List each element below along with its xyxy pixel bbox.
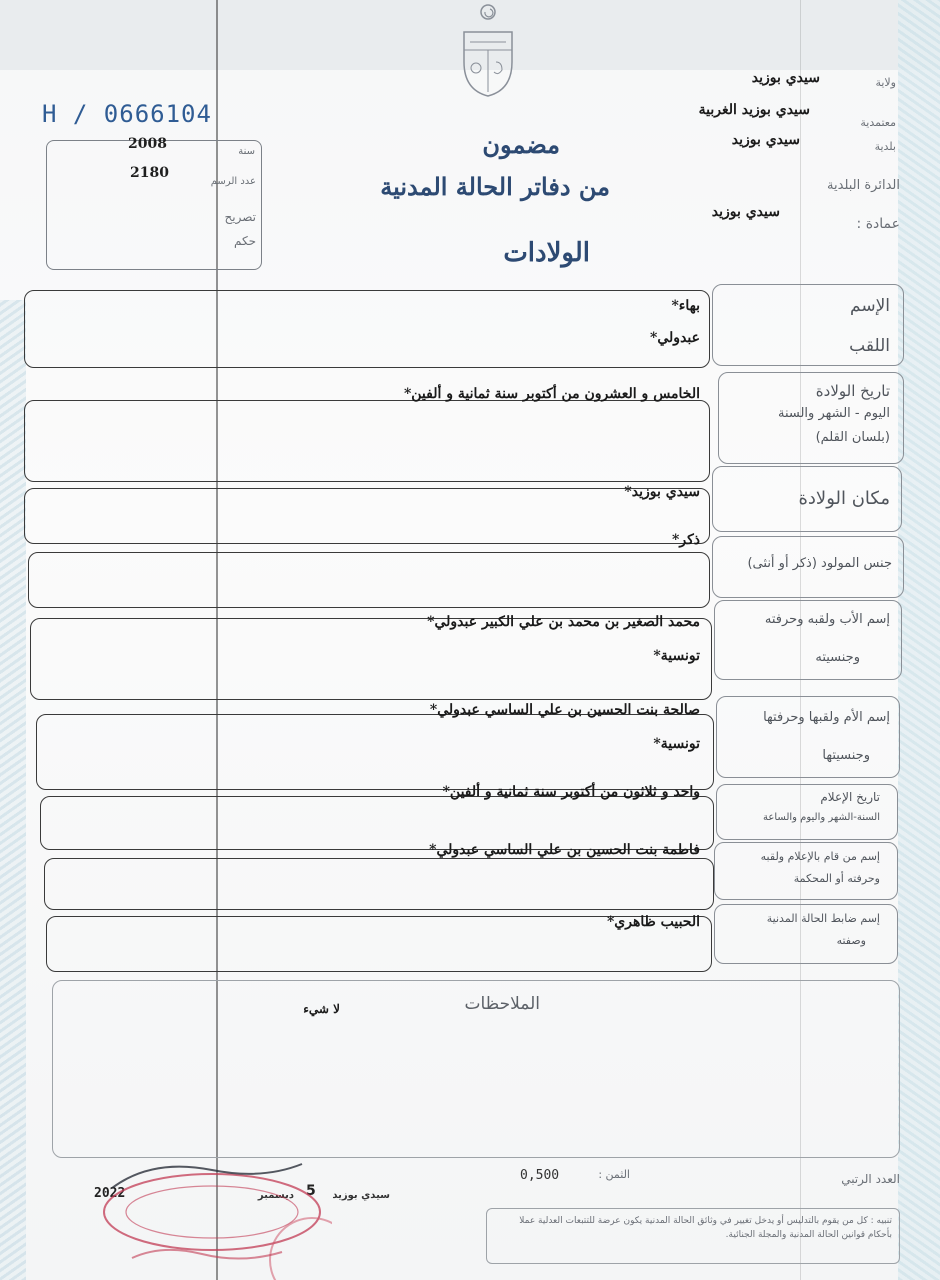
- legal-notice-text: تنبيه : كل من يقوم بالتدليس أو يدخل تغيير في وثائق الحالة المدنية يكون عرضة للتتبعات العدلية عملا بأحكام قوانين الحالة المدنية والمجلة الجنائية.: [519, 1216, 892, 1240]
- serial-number-label: العدد الرتبي: [841, 1172, 900, 1186]
- official-stamp-icon: [92, 1160, 332, 1280]
- delegation-label: معتمدية: [860, 116, 896, 129]
- father-nationality-value: تونسية*: [653, 648, 700, 664]
- officer-sub-label: وصفته: [836, 934, 866, 947]
- birth-date-note-label: (بلسان القلم): [815, 430, 890, 445]
- birth-date-sub-label: اليوم - الشهر والسنة: [777, 406, 890, 421]
- registry-info-box: [46, 140, 262, 270]
- surname-label: اللقب: [849, 336, 890, 356]
- declarant-sub-label: وحرفته أو المحكمة: [793, 872, 880, 885]
- year-label: سنة: [238, 146, 255, 157]
- declarant-label: إسم من قام بالإعلام ولقبه: [760, 850, 880, 863]
- father-value: محمد الصغير بن محمد بن علي الكبير عبدولي*: [427, 614, 700, 630]
- officer-value: الحبيب ظاهري*: [606, 914, 700, 930]
- issue-year: 2022: [94, 1186, 126, 1201]
- issue-day: 5: [306, 1183, 316, 1199]
- declarant-value: فاطمة بنت الحسين بن علي الساسي عبدولي*: [429, 842, 700, 858]
- declarant-value-box: [44, 858, 714, 910]
- security-pattern-edge: [898, 0, 940, 1280]
- sex-value: ذكر*: [672, 532, 700, 548]
- serial-number: H / 0666104: [42, 100, 212, 128]
- sex-value-box: [28, 552, 710, 608]
- delegation-value: سيدي بوزيد الغربية: [698, 102, 810, 118]
- surname-value: عبدولي*: [650, 330, 700, 346]
- title-line-1: مضمون: [482, 130, 560, 159]
- mother-value-box: [36, 714, 714, 790]
- registry-number: 2180: [130, 165, 169, 181]
- tunisia-coat-of-arms-icon: [456, 2, 520, 102]
- security-pattern-edge-left: [0, 300, 26, 1280]
- birth-date-value-box: [24, 400, 710, 482]
- birth-place-value: سيدي بوزيد*: [624, 484, 700, 500]
- mother-nationality-label: وجنسيتها: [822, 748, 870, 763]
- birth-place-label: مكان الولادة: [798, 488, 890, 509]
- birth-date-label: تاريخ الولادة: [815, 382, 890, 400]
- title-line-3: الولادات: [503, 238, 590, 268]
- father-nationality-label: وجنسيته: [815, 650, 860, 665]
- officer-label: إسم ضابط الحالة المدنية: [766, 912, 880, 925]
- issue-place: سيدي بوزيد: [332, 1190, 390, 1201]
- wilaya-label: ولاية: [875, 76, 896, 89]
- issue-month: ديسمبر: [257, 1190, 294, 1201]
- sex-label: جنس المولود (ذكر أو أنثى): [747, 556, 892, 571]
- mother-value: صالحة بنت الحسين بن علي الساسي عبدولي*: [429, 702, 700, 718]
- declaration-date-sub-label: السنة-الشهر واليوم والساعة: [763, 812, 880, 823]
- remarks-value: لا شيء: [303, 1002, 340, 1016]
- price-label: الثمن :: [598, 1168, 630, 1181]
- declaration-date-value: واحد و ثلاثون من أكتوبر سنة ثمانية و ألفين*: [442, 784, 700, 800]
- mother-label: إسم الأم ولقبها وحرفتها: [763, 710, 890, 725]
- first-name-value: بهاء*: [671, 298, 700, 314]
- omda-label: عمادة :: [856, 216, 900, 232]
- remarks-label: الملاحظات: [464, 994, 540, 1014]
- municipality-label: بلدية: [874, 140, 896, 153]
- number-label: عدد الرسم: [210, 176, 256, 187]
- registry-year: 2008: [128, 136, 167, 152]
- birth-date-value: الخامس و العشرون من أكتوبر سنة ثمانية و ألفين*: [403, 386, 700, 402]
- title-line-2: من دفاتر الحالة المدنية: [380, 172, 610, 201]
- declaration-label: تصريح: [224, 210, 256, 224]
- price-value: 0,500: [520, 1168, 560, 1183]
- first-name-label: الإسم: [850, 296, 890, 316]
- declaration-date-label: تاريخ الإعلام: [820, 790, 880, 804]
- wilaya-value: سيدي بوزيد: [751, 70, 820, 86]
- mother-label-box: [716, 696, 900, 778]
- omda-value: سيدي بوزيد: [711, 204, 780, 220]
- father-label: إسم الأب ولقبه وحرفته: [764, 612, 890, 627]
- district-label: الدائرة البلدية: [827, 178, 900, 193]
- ruling-label: حكم: [233, 234, 256, 248]
- municipality-value: سيدي بوزيد: [731, 132, 800, 148]
- mother-nationality-value: تونسية*: [653, 736, 700, 752]
